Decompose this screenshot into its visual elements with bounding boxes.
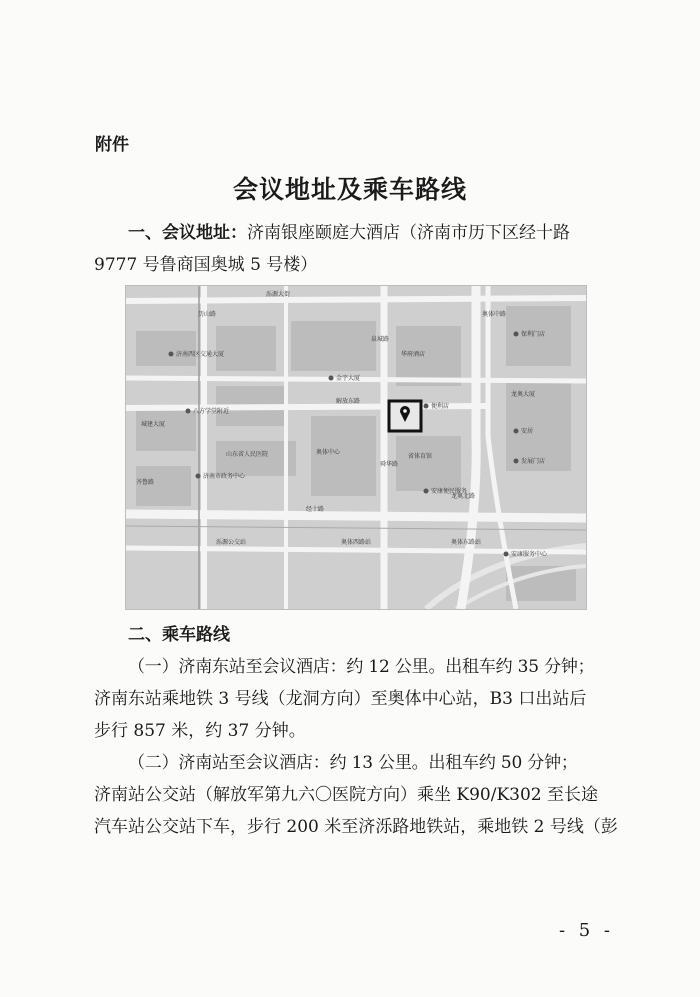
map-poi-label: 城建大厦 xyxy=(141,421,166,428)
route-line-5: 济南站公交站（解放军第九六〇医院方向）乘坐 K90/K302 至长途 xyxy=(94,785,599,805)
hotel-location-marker xyxy=(389,401,421,431)
address-line-1 xyxy=(128,218,648,248)
map-poi-label: 安康便民服务 xyxy=(431,488,468,495)
map-road-label: 解放东路 xyxy=(336,398,361,405)
map-poi-label: 安居 xyxy=(521,428,534,435)
map-poi-label: 泺源公交站 xyxy=(216,539,247,546)
map-canvas xyxy=(126,286,586,609)
route-line-3: 步行 857 米，约 37 分钟。 xyxy=(94,721,306,741)
route-line-1: （一）济南东站至会议酒店：约 12 公里。出租车约 35 分钟； xyxy=(128,657,595,677)
address-line-2: 9777 号鲁商国奥城 5 号楼） xyxy=(94,255,318,275)
page-number: - 5 - xyxy=(558,920,614,941)
map-poi-label: 发展门店 xyxy=(521,458,546,465)
map-road-label: 泉城路 xyxy=(371,336,390,343)
route-line-6: 汽车站公交站下车，步行 200 米至济泺路地铁站，乘地铁 2 号线（彭 xyxy=(94,817,618,837)
map-poi-label: 奥体东路站 xyxy=(451,539,482,546)
map-road-label: 经十路 xyxy=(306,506,325,513)
route-line-4: （二）济南站至会议酒店：约 13 公里。出租车约 50 分钟； xyxy=(128,753,578,773)
location-map xyxy=(125,285,587,610)
map-road-label: 泺源大街 xyxy=(266,291,291,298)
map-poi-label: 保利门店 xyxy=(521,331,546,338)
map-poi-label: 金宇大厦 xyxy=(336,375,361,382)
map-poi-label: 济南西区交通大厦 xyxy=(176,351,225,358)
address-heading: 一、会议地址： xyxy=(128,223,247,243)
map-road-label: 奥体中路 xyxy=(482,311,507,318)
map-poi-label: 济南市政务中心 xyxy=(203,473,246,480)
map-poi-label: 山东省人民医院 xyxy=(226,451,269,458)
map-poi-label: 安康服务中心 xyxy=(511,551,548,558)
attachment-label: 附件 xyxy=(95,135,129,155)
page-title: 会议地址及乘车路线 xyxy=(232,175,467,204)
map-road-label: 舜华路 xyxy=(380,461,399,468)
route-heading: 二、乘车路线 xyxy=(128,625,230,645)
map-poi-label: 华府酒店 xyxy=(401,351,426,358)
map-poi-label: 龙奥大厦 xyxy=(511,391,536,398)
map-poi-label: 便利店 xyxy=(431,403,450,410)
map-poi-label: 省体育馆 xyxy=(408,453,433,460)
address-text-1: 济南银座颐庭大酒店（济南市历下区经十路 xyxy=(247,223,570,243)
map-road-label: 历山路 xyxy=(198,311,217,318)
map-poi-label: 八方学堂附近 xyxy=(193,408,230,415)
map-road-label: 龙奥北路 xyxy=(451,493,476,500)
route-line-2: 济南东站乘地铁 3 号线（龙洞方向）至奥体中心站，B3 口出站后 xyxy=(94,689,587,709)
map-poi-label: 奥体西路站 xyxy=(341,539,372,546)
map-poi-label: 奥体中心 xyxy=(316,449,341,456)
map-road-label: 齐鲁路 xyxy=(136,479,155,486)
